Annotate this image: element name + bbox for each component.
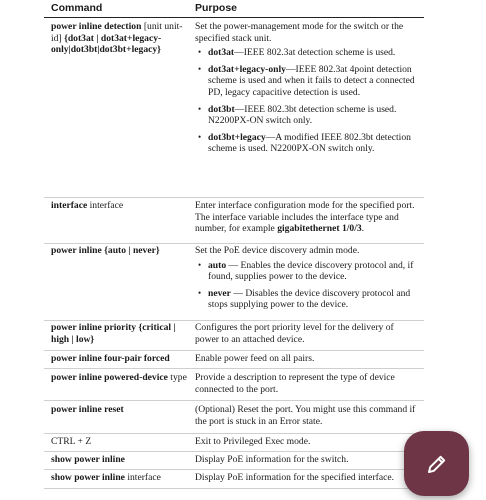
command-part: power inline detection [51, 21, 142, 32]
table-row [44, 320, 424, 351]
row-purpose: Display PoE information for the specified interface. [195, 472, 395, 483]
purpose-text: Set the power-management mode for the switch or the specified stack unit. [195, 21, 404, 44]
row-purpose: Set the PoE device discovery admin mode. • auto — Enables the device discovery protocol and, if found, supplies power to the device. • never — Disables the device discovery protocol and stops supplying power to the device. [195, 245, 419, 316]
table-row [44, 350, 424, 369]
edit-button[interactable] [404, 431, 469, 496]
row-purpose: Enable power feed on all pairs. [195, 353, 315, 364]
pencil-icon [425, 452, 449, 476]
row-command: show power inline [51, 454, 125, 465]
row-purpose: Exit to Privileged Exec mode. [195, 436, 311, 447]
row-command: power inline priority {critical | high | low} [51, 322, 176, 345]
table-header [44, 0, 424, 18]
table-row [44, 433, 424, 452]
row-command: interface interface [51, 200, 124, 211]
table-row [44, 243, 424, 321]
command-part: [unit unit-id] [51, 21, 183, 44]
list-item: • dot3at+legacy-only—IEEE 802.3at 4point detection scheme is used and when it fails to detect a connected PD, legacy capacitive detection is used. [208, 64, 419, 99]
table-row [44, 469, 424, 489]
header-purpose: Purpose [195, 2, 238, 14]
header-command: Command [51, 2, 103, 14]
list-item: • dot3at—IEEE 802.3at detection scheme is used. [208, 47, 419, 59]
row-purpose [195, 21, 419, 160]
table-row [44, 19, 424, 198]
list-item: • dot3bt—IEEE 802.3bt detection scheme is used. N2200PX-ON switch only. [208, 104, 419, 127]
list-item: • dot3bt+legacy—A modified IEEE 802.3bt detection scheme is used. N2200PX-ON switch only. [208, 132, 419, 155]
table-row [44, 451, 424, 470]
row-command: power inline powered-device type [51, 372, 187, 383]
row-command [51, 21, 187, 56]
row-command: CTRL + Z [51, 436, 92, 447]
row-purpose: Configures the port priority level for the delivery of power to an attached device. [195, 322, 394, 345]
row-command: power inline four-pair forced [51, 353, 170, 364]
row-purpose: Enter interface configuration mode for the specified port. The interface variable includes the interface type and number, for example gigabitethernet 1/0/3. [195, 200, 415, 235]
table-row [44, 197, 424, 244]
command-part: {dot3at | dot3at+legacy-only|dot3bt|dot3bt+legacy} [51, 32, 162, 56]
row-command: power inline {auto | never} [51, 245, 160, 256]
bullet-list [195, 47, 419, 155]
table-row [44, 400, 424, 434]
row-command: show power inline interface [51, 472, 161, 483]
row-command: power inline reset [51, 404, 124, 415]
table-row [44, 368, 424, 401]
list-item: • never — Disables the device discovery protocol and stops supplying power to the device. [208, 288, 419, 311]
row-purpose: Display PoE information for the switch. [195, 454, 349, 465]
row-purpose: Provide a description to represent the type of device connected to the port. [195, 372, 395, 395]
bullet-list [195, 260, 419, 311]
row-purpose: (Optional) Reset the port. You might use this command if the port is stuck in an Error state. [195, 404, 416, 427]
list-item: • auto — Enables the device discovery protocol and, if found, supplies power to the device. [208, 260, 419, 283]
